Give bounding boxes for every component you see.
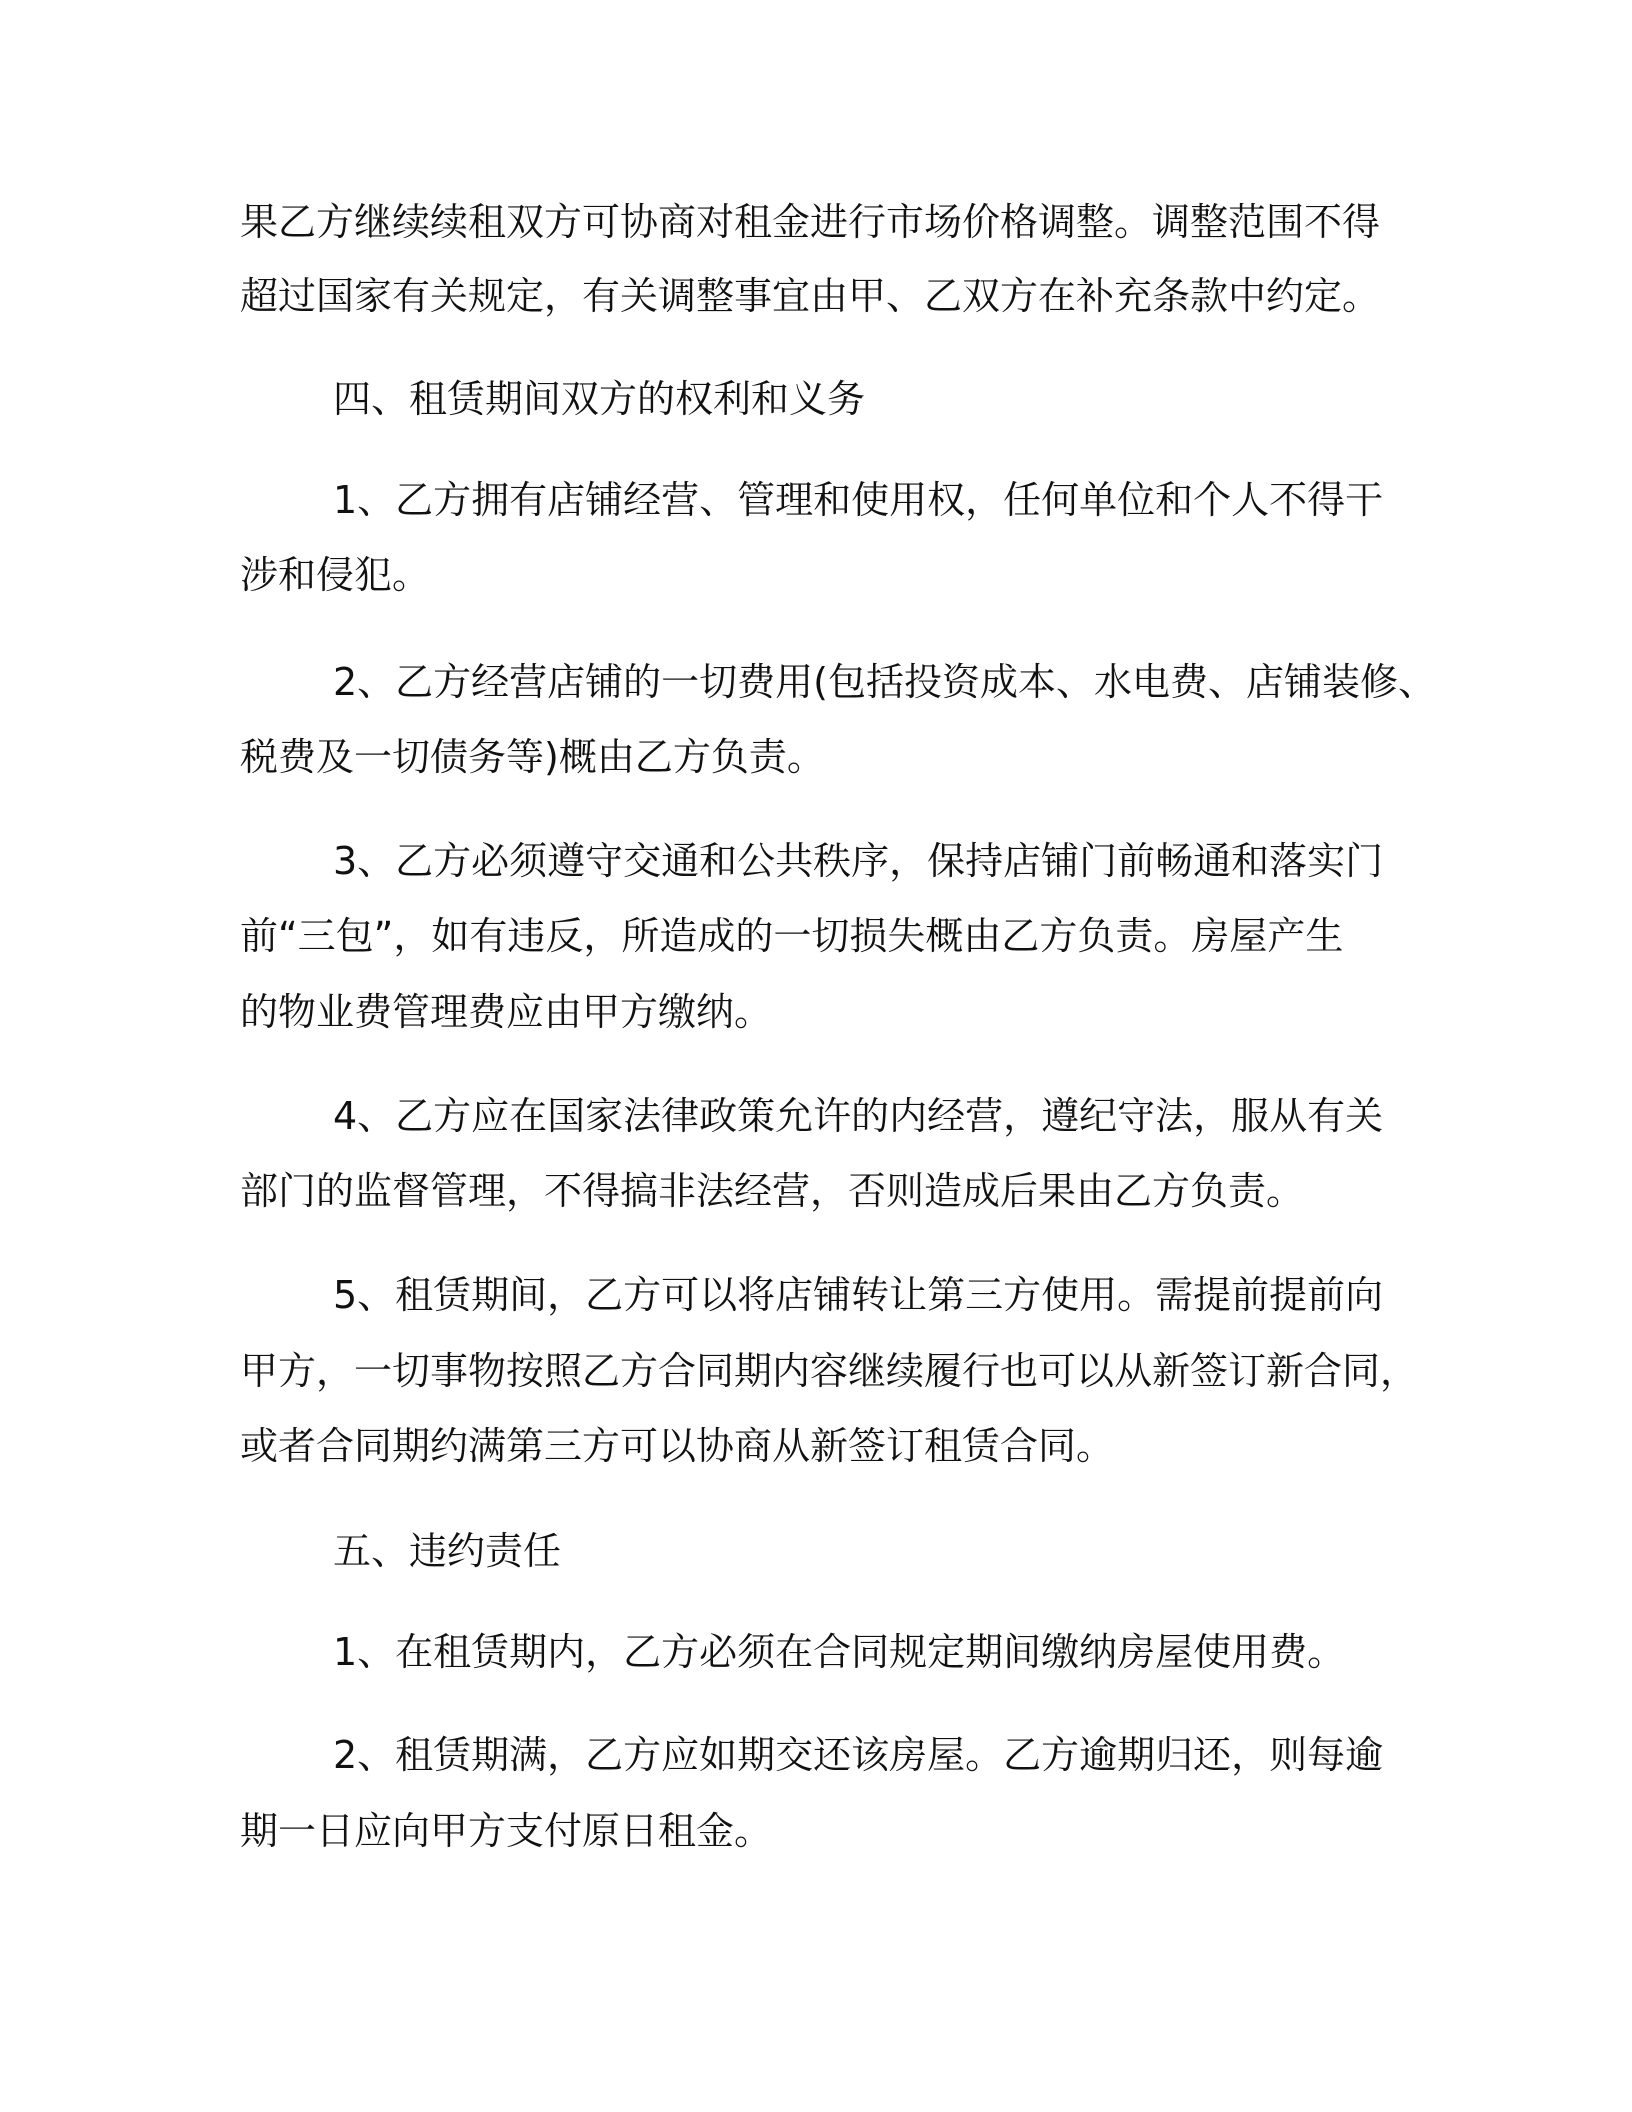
text-line: 果乙方继续续租双方可协商对租金进行市场价格调整。调整范围不得	[240, 200, 1381, 244]
text-line: 甲方，一切事物按照乙方合同期内容继续履行也可以从新签订新合同，	[240, 1349, 1419, 1393]
text-line: 税费及一切债务等)概由乙方负责。	[240, 735, 825, 779]
text-line: 1、乙方拥有店铺经营、管理和使用权，任何单位和个人不得干	[333, 478, 1384, 522]
text-line: 涉和侵犯。	[240, 553, 431, 597]
text-line: 1、在租赁期内，乙方必须在合同规定期间缴纳房屋使用费。	[333, 1630, 1346, 1674]
text-line: 前“三包”，如有违反，所造成的一切损失概由乙方负责。房屋产生	[240, 914, 1344, 958]
section-heading: 五、违约责任	[333, 1529, 562, 1573]
text-line: 4、乙方应在国家法律政策允许的内经营，遵纪守法，服从有关	[333, 1094, 1384, 1138]
section-heading: 四、租赁期间双方的权利和义务	[333, 377, 866, 421]
text-line: 超过国家有关规定，有关调整事宜由甲、乙双方在补充条款中约定。	[240, 274, 1381, 318]
text-line: 的物业费管理费应由甲方缴纳。	[240, 990, 773, 1034]
text-line: 期一日应向甲方支付原日租金。	[240, 1809, 773, 1853]
text-line: 5、租赁期间，乙方可以将店铺转让第三方使用。需提前提前向	[333, 1273, 1384, 1317]
text-line: 或者合同期约满第三方可以协商从新签订租赁合同。	[240, 1424, 1115, 1468]
text-line: 2、租赁期满，乙方应如期交还该房屋。乙方逾期归还，则每逾	[333, 1733, 1384, 1777]
text-line: 3、乙方必须遵守交通和公共秩序，保持店铺门前畅通和落实门	[333, 839, 1384, 883]
text-line: 部门的监督管理，不得搞非法经营，否则造成后果由乙方负责。	[240, 1169, 1305, 1213]
text-line: 2、乙方经营店铺的一切费用(包括投资成本、水电费、店铺装修、	[333, 660, 1437, 704]
